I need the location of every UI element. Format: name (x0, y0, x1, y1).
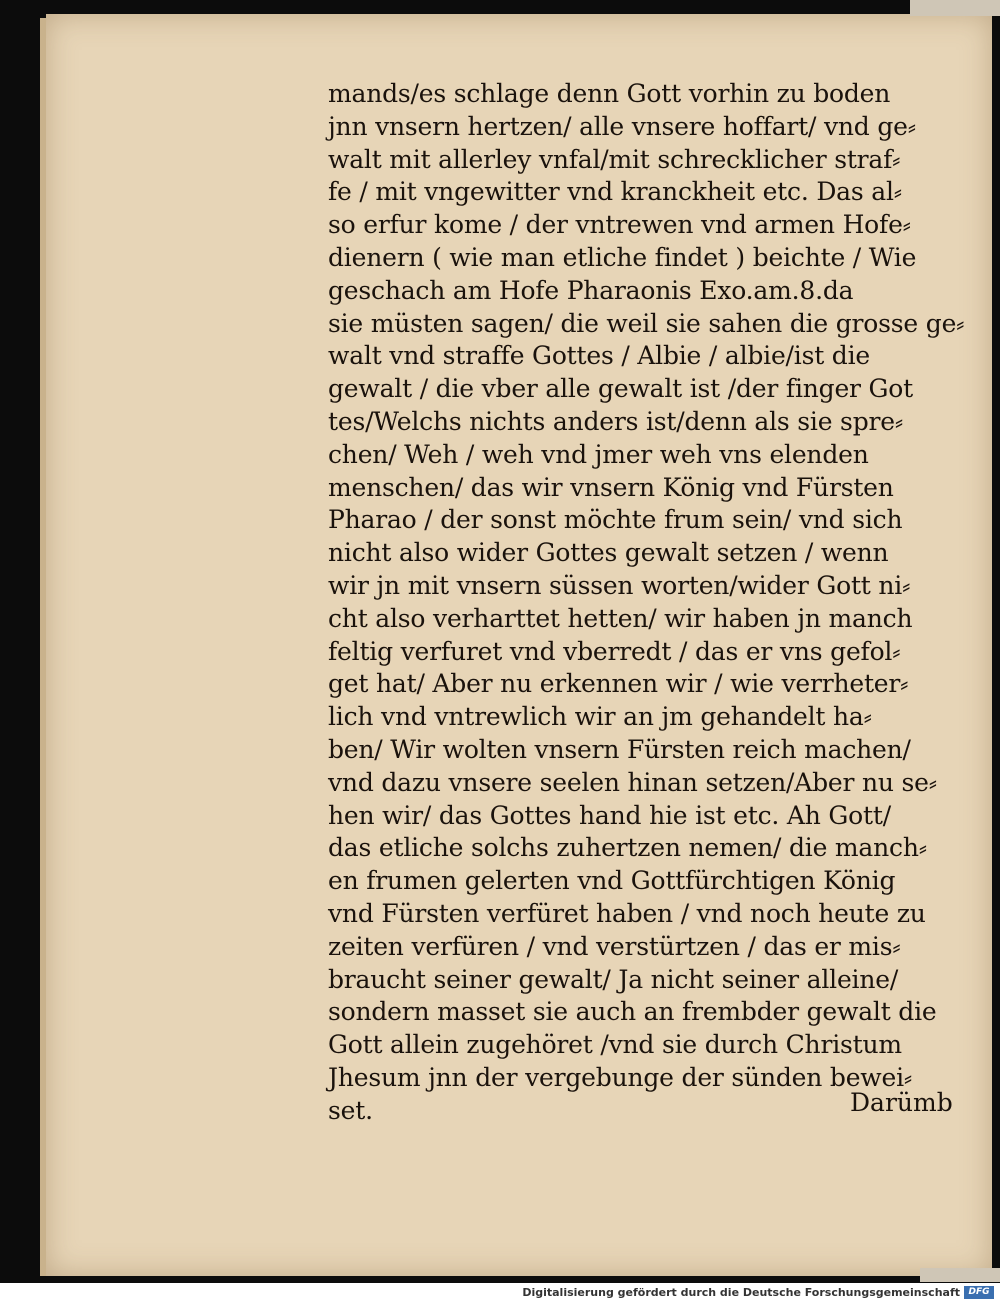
text-line: walt mit allerley vnfal/mit schrecklicher straf⸗ (328, 144, 901, 174)
text-line: cht also verharttet hetten/ wir haben jn manch (328, 603, 913, 633)
text-line: feltig verfuret vnd vberredt / das er vns gefol⸗ (328, 636, 901, 666)
text-line: so erfur kome / der vntrewen vnd armen Hofe⸗ (328, 210, 911, 240)
digitization-footer (0, 1283, 1000, 1303)
funding-credit: Digitalisierung gefördert durch die Deutsche Forschungsgemeinschaft (522, 1286, 960, 1299)
text-line: jnn vnsern hertzen/ alle vnsere hoffart/ vnd ge⸗ (328, 111, 916, 141)
text-line: lich vnd vntrewlich wir an jm gehandelt ha⸗ (328, 702, 872, 732)
catchword: Darümb (850, 1088, 953, 1117)
page-text-block (328, 78, 978, 1128)
color-target-bottom (920, 1268, 1000, 1282)
text-line: sie müsten sagen/ die weil sie sahen die grosse ge⸗ (328, 308, 965, 338)
text-line: set. (328, 1095, 373, 1125)
text-line: zeiten verfüren / vnd verstürtzen / das er mis⸗ (328, 931, 901, 961)
text-line: Jhesum jnn der vergebunge der sünden bewei⸗ (328, 1062, 913, 1092)
text-line: geschach am Hofe Pharaonis Exo.am.8.da (328, 275, 854, 305)
text-line: nicht also wider Gottes gewalt setzen / wenn (328, 538, 889, 568)
text-line: walt vnd straffe Gottes / Albie / albie/ist die (328, 341, 870, 371)
text-line: tes/Welchs nichts anders ist/denn als sie spre⸗ (328, 406, 903, 436)
text-line: fe / mit vngewitter vnd kranckheit etc. Das al⸗ (328, 177, 902, 207)
text-line: vnd dazu vnsere seelen hinan setzen/Aber nu se⸗ (328, 767, 937, 797)
text-line: gewalt / die vber alle gewalt ist /der finger Got (328, 374, 913, 404)
text-line: chen/ Weh / weh vnd jmer weh vns elenden (328, 439, 869, 469)
text-line: braucht seiner gewalt/ Ja nicht seiner alleine/ (328, 964, 899, 994)
text-line: get hat/ Aber nu erkennen wir / wie verrheter⸗ (328, 669, 909, 699)
text-line: dienern ( wie man etliche findet ) beichte / Wie (328, 242, 917, 272)
text-line: menschen/ das wir vnsern König vnd Fürsten (328, 472, 894, 502)
text-line: sondern masset sie auch an frembder gewalt die (328, 997, 937, 1027)
text-line: das etliche solchs zuhertzen nemen/ die manch⸗ (328, 833, 927, 863)
text-line: ben/ Wir wolten vnsern Fürsten reich machen/ (328, 734, 911, 764)
text-line: hen wir/ das Gottes hand hie ist etc. Ah Gott/ (328, 800, 891, 830)
text-line: vnd Fürsten verfüret haben / vnd noch heute zu (328, 898, 926, 928)
text-line: Pharao / der sonst möchte frum sein/ vnd sich (328, 505, 903, 535)
color-target-top (910, 0, 1000, 16)
text-line: wir jn mit vnsern süssen worten/wider Gott ni⸗ (328, 570, 911, 600)
dfg-logo: DFG (964, 1286, 994, 1299)
text-line: mands/es schlage denn Gott vorhin zu boden (328, 79, 891, 108)
text-line: Gott allein zugehöret /vnd sie durch Christum (328, 1030, 902, 1060)
text-line: en frumen gelerten vnd Gottfürchtigen König (328, 866, 896, 896)
